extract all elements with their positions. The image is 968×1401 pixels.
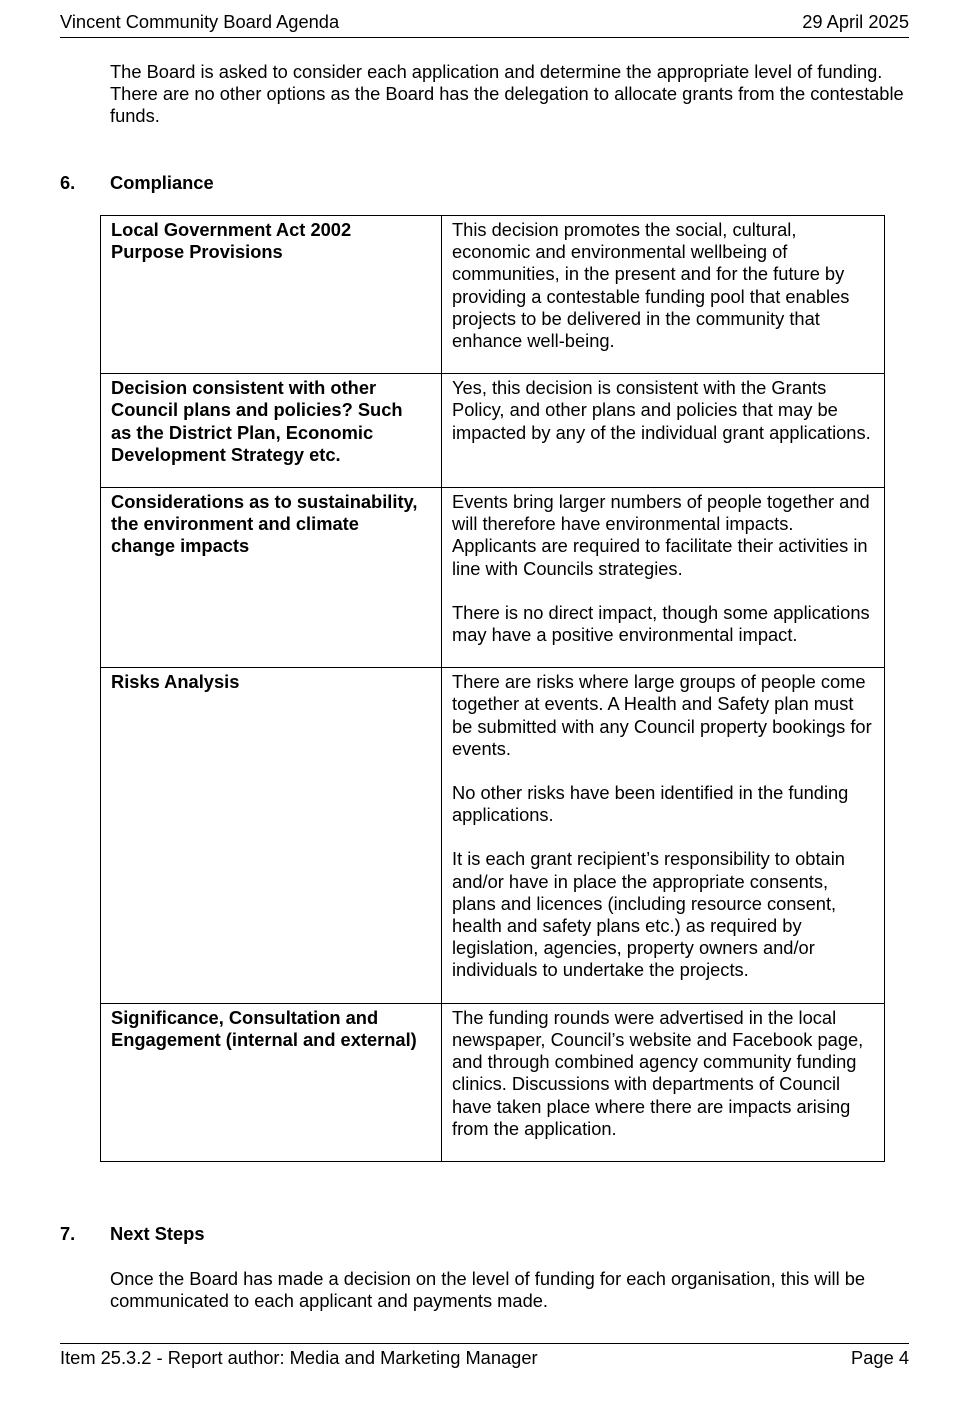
table-cell-value xyxy=(442,668,885,1003)
table-row xyxy=(101,668,885,1003)
table-cell-paragraph: The funding rounds were advertised in the local newspaper, Council’s website and Facebook page, and through combined agency community funding clinics. Discussions with departments of Council have taken place where there are impacts arising from the application. xyxy=(452,1006,864,1139)
page-footer xyxy=(60,1343,909,1369)
table-cell-label: Local Government Act 2002 Purpose Provisions xyxy=(101,216,442,374)
table-row xyxy=(101,374,885,488)
section-title: Next Steps xyxy=(110,1223,205,1244)
table-cell-value xyxy=(442,216,885,374)
table-cell-paragraph: There are risks where large groups of people come together at events. A Health and Safety plan must be submitted with any Council property bookings for events. xyxy=(452,671,872,759)
table-cell-paragraph: This decision promotes the social, cultural, economic and environmental wellbeing of communities, in the present and for the future by providing a contestable funding pool that enables projects to be delivered in the community that enhance well-being. xyxy=(452,219,850,352)
table-cell-paragraph: There is no direct impact, though some applications may have a positive environmental impact. xyxy=(452,601,870,646)
section-heading-next-steps xyxy=(60,1223,205,1245)
table-cell-label: Risks Analysis xyxy=(101,668,442,1003)
header-title: Vincent Community Board Agenda xyxy=(60,11,340,32)
table-cell-paragraph: Events bring larger numbers of people together and will therefore have environmental impacts. Applicants are required to facilitate their activities in line with Councils strategies. xyxy=(452,491,870,579)
footer-page-number: Page 4 xyxy=(851,1347,909,1368)
table-row xyxy=(101,216,885,374)
page-header xyxy=(60,11,909,38)
table-cell-label: Considerations as to sustainability, the environment and climate change impacts xyxy=(101,488,442,668)
next-steps-paragraph: Once the Board has made a decision on the level of funding for each organisation, this will be communicated to each applicant and payments made. xyxy=(110,1268,866,1312)
table-cell-paragraph: Yes, this decision is consistent with the Grants Policy, and other plans and policies that may be impacted by any of the individual grant applications. xyxy=(452,377,871,443)
table-cell-paragraph: It is each grant recipient’s responsibility to obtain and/or have in place the appropriate consents, plans and licences (including resource consent, health and safety plans etc.) as required by legislation, agencies, property owners and/or individuals to undertake the projects. xyxy=(452,848,845,981)
table-cell-paragraph: No other risks have been identified in the funding applications. xyxy=(452,782,849,826)
section-title: Compliance xyxy=(110,172,214,193)
compliance-table xyxy=(100,215,885,1162)
table-row xyxy=(101,488,885,668)
header-date: 29 April 2025 xyxy=(802,11,909,32)
table-row xyxy=(101,1003,885,1161)
table-cell-value xyxy=(442,488,885,668)
section-number: 6. xyxy=(60,172,76,193)
table-cell-value xyxy=(442,1003,885,1161)
section-heading-compliance xyxy=(60,172,214,194)
table-cell-value xyxy=(442,374,885,488)
footer-item-author: Item 25.3.2 - Report author: Media and Marketing Manager xyxy=(60,1347,538,1368)
intro-paragraph: The Board is asked to consider each application and determine the appropriate level of funding. There are no other options as the Board has the delegation to allocate grants from the contestable funds. xyxy=(110,61,904,127)
table-cell-label: Significance, Consultation and Engagement (internal and external) xyxy=(101,1003,442,1161)
table-cell-label: Decision consistent with other Council plans and policies? Such as the District Plan, Economic Development Strategy etc. xyxy=(101,374,442,488)
section-number: 7. xyxy=(60,1223,76,1244)
